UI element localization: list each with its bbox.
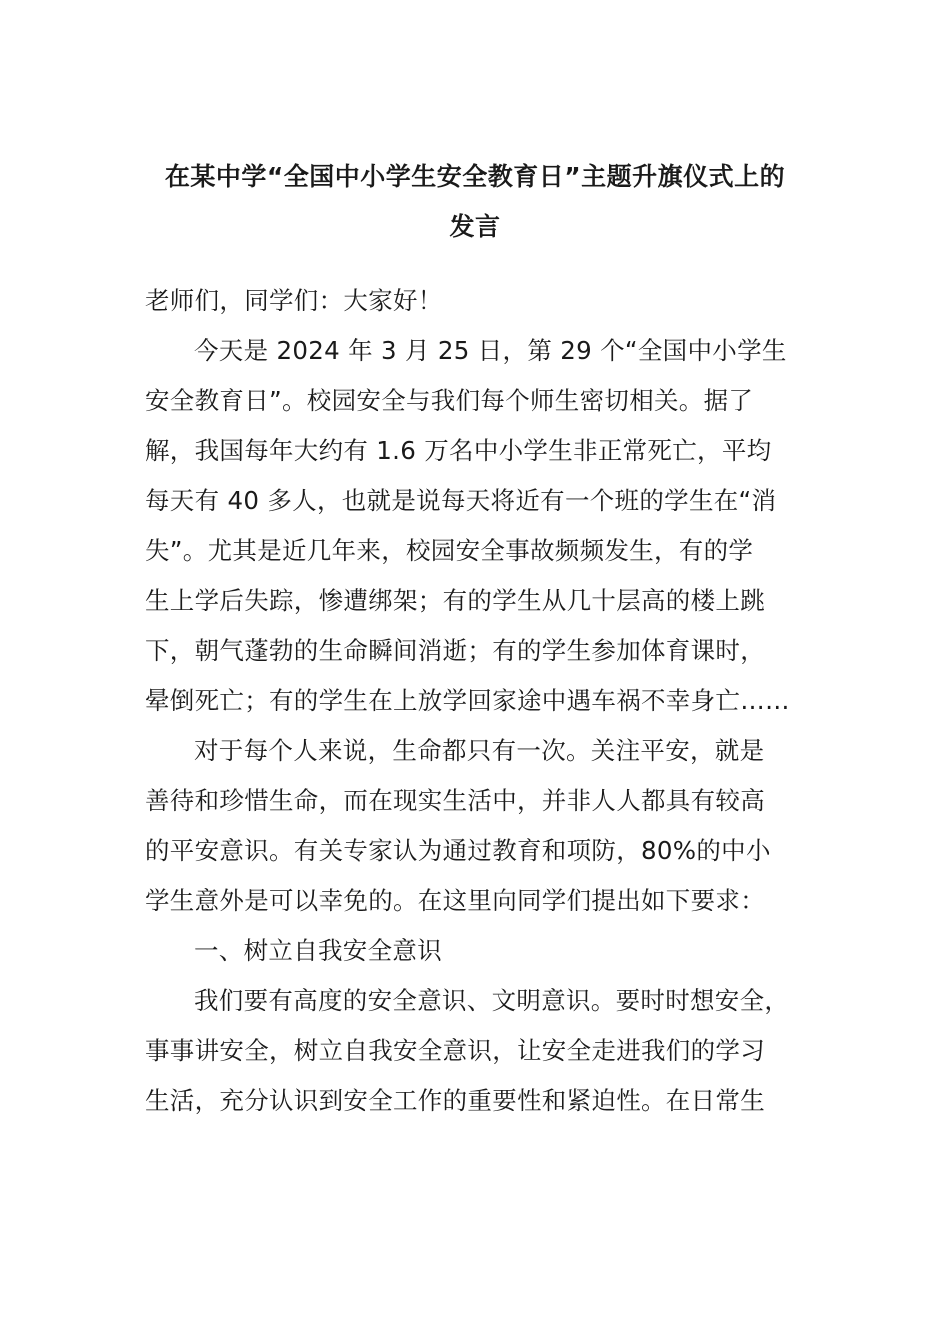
paragraph-3-line-2: 事事讲安全，树立自我安全意识，让安全走进我们的学习 xyxy=(145,1036,765,1065)
document-title-line-1: 在某中学“全国中小学生安全教育日”主题升旗仪式上的 xyxy=(164,162,786,191)
paragraph-2-line-4: 学生意外是可以幸免的。在这里向同学们提出如下要求： xyxy=(145,886,765,915)
paragraph-1-line-3: 解，我国每年大约有 1.6 万名中小学生非正常死亡，平均 xyxy=(145,436,772,465)
paragraph-2-line-3: 的平安意识。有关专家认为通过教育和项防，80%的中小 xyxy=(145,836,771,865)
paragraph-1-line-7: 下，朝气蓬勃的生命瞬间消逝；有的学生参加体育课时， xyxy=(145,636,765,665)
section-heading-1: 一、树立自我安全意识 xyxy=(194,936,442,965)
paragraph-1-line-8: 晕倒死亡；有的学生在上放学回家途中遇车祸不幸身亡…… xyxy=(145,686,790,715)
paragraph-1-line-6: 生上学后失踪，惨遭绑架；有的学生从几十层高的楼上跳 xyxy=(145,586,765,615)
paragraph-2-line-2: 善待和珍惜生命，而在现实生活中，并非人人都具有较高 xyxy=(145,786,765,815)
paragraph-2-line-1: 对于每个人来说，生命都只有一次。关注平安，就是 xyxy=(194,736,765,765)
paragraph-1-line-1: 今天是 2024 年 3 月 25 日，第 29 个“全国中小学生 xyxy=(194,336,787,365)
paragraph-3-line-3: 生活，充分认识到安全工作的重要性和紧迫性。在日常生 xyxy=(145,1086,765,1115)
salutation: 老师们，同学们：大家好！ xyxy=(145,286,443,315)
paragraph-1-line-5: 失”。尤其是近几年来，校园安全事故频频发生，有的学 xyxy=(145,536,754,565)
paragraph-1-line-2: 安全教育日”。校园安全与我们每个师生密切相关。据了 xyxy=(145,386,754,415)
paragraph-3-line-1: 我们要有高度的安全意识、文明意识。要时时想安全， xyxy=(194,986,790,1015)
paragraph-1-line-4: 每天有 40 多人，也就是说每天将近有一个班的学生在“消 xyxy=(145,486,777,515)
document-title-line-2: 发言 xyxy=(449,212,501,241)
